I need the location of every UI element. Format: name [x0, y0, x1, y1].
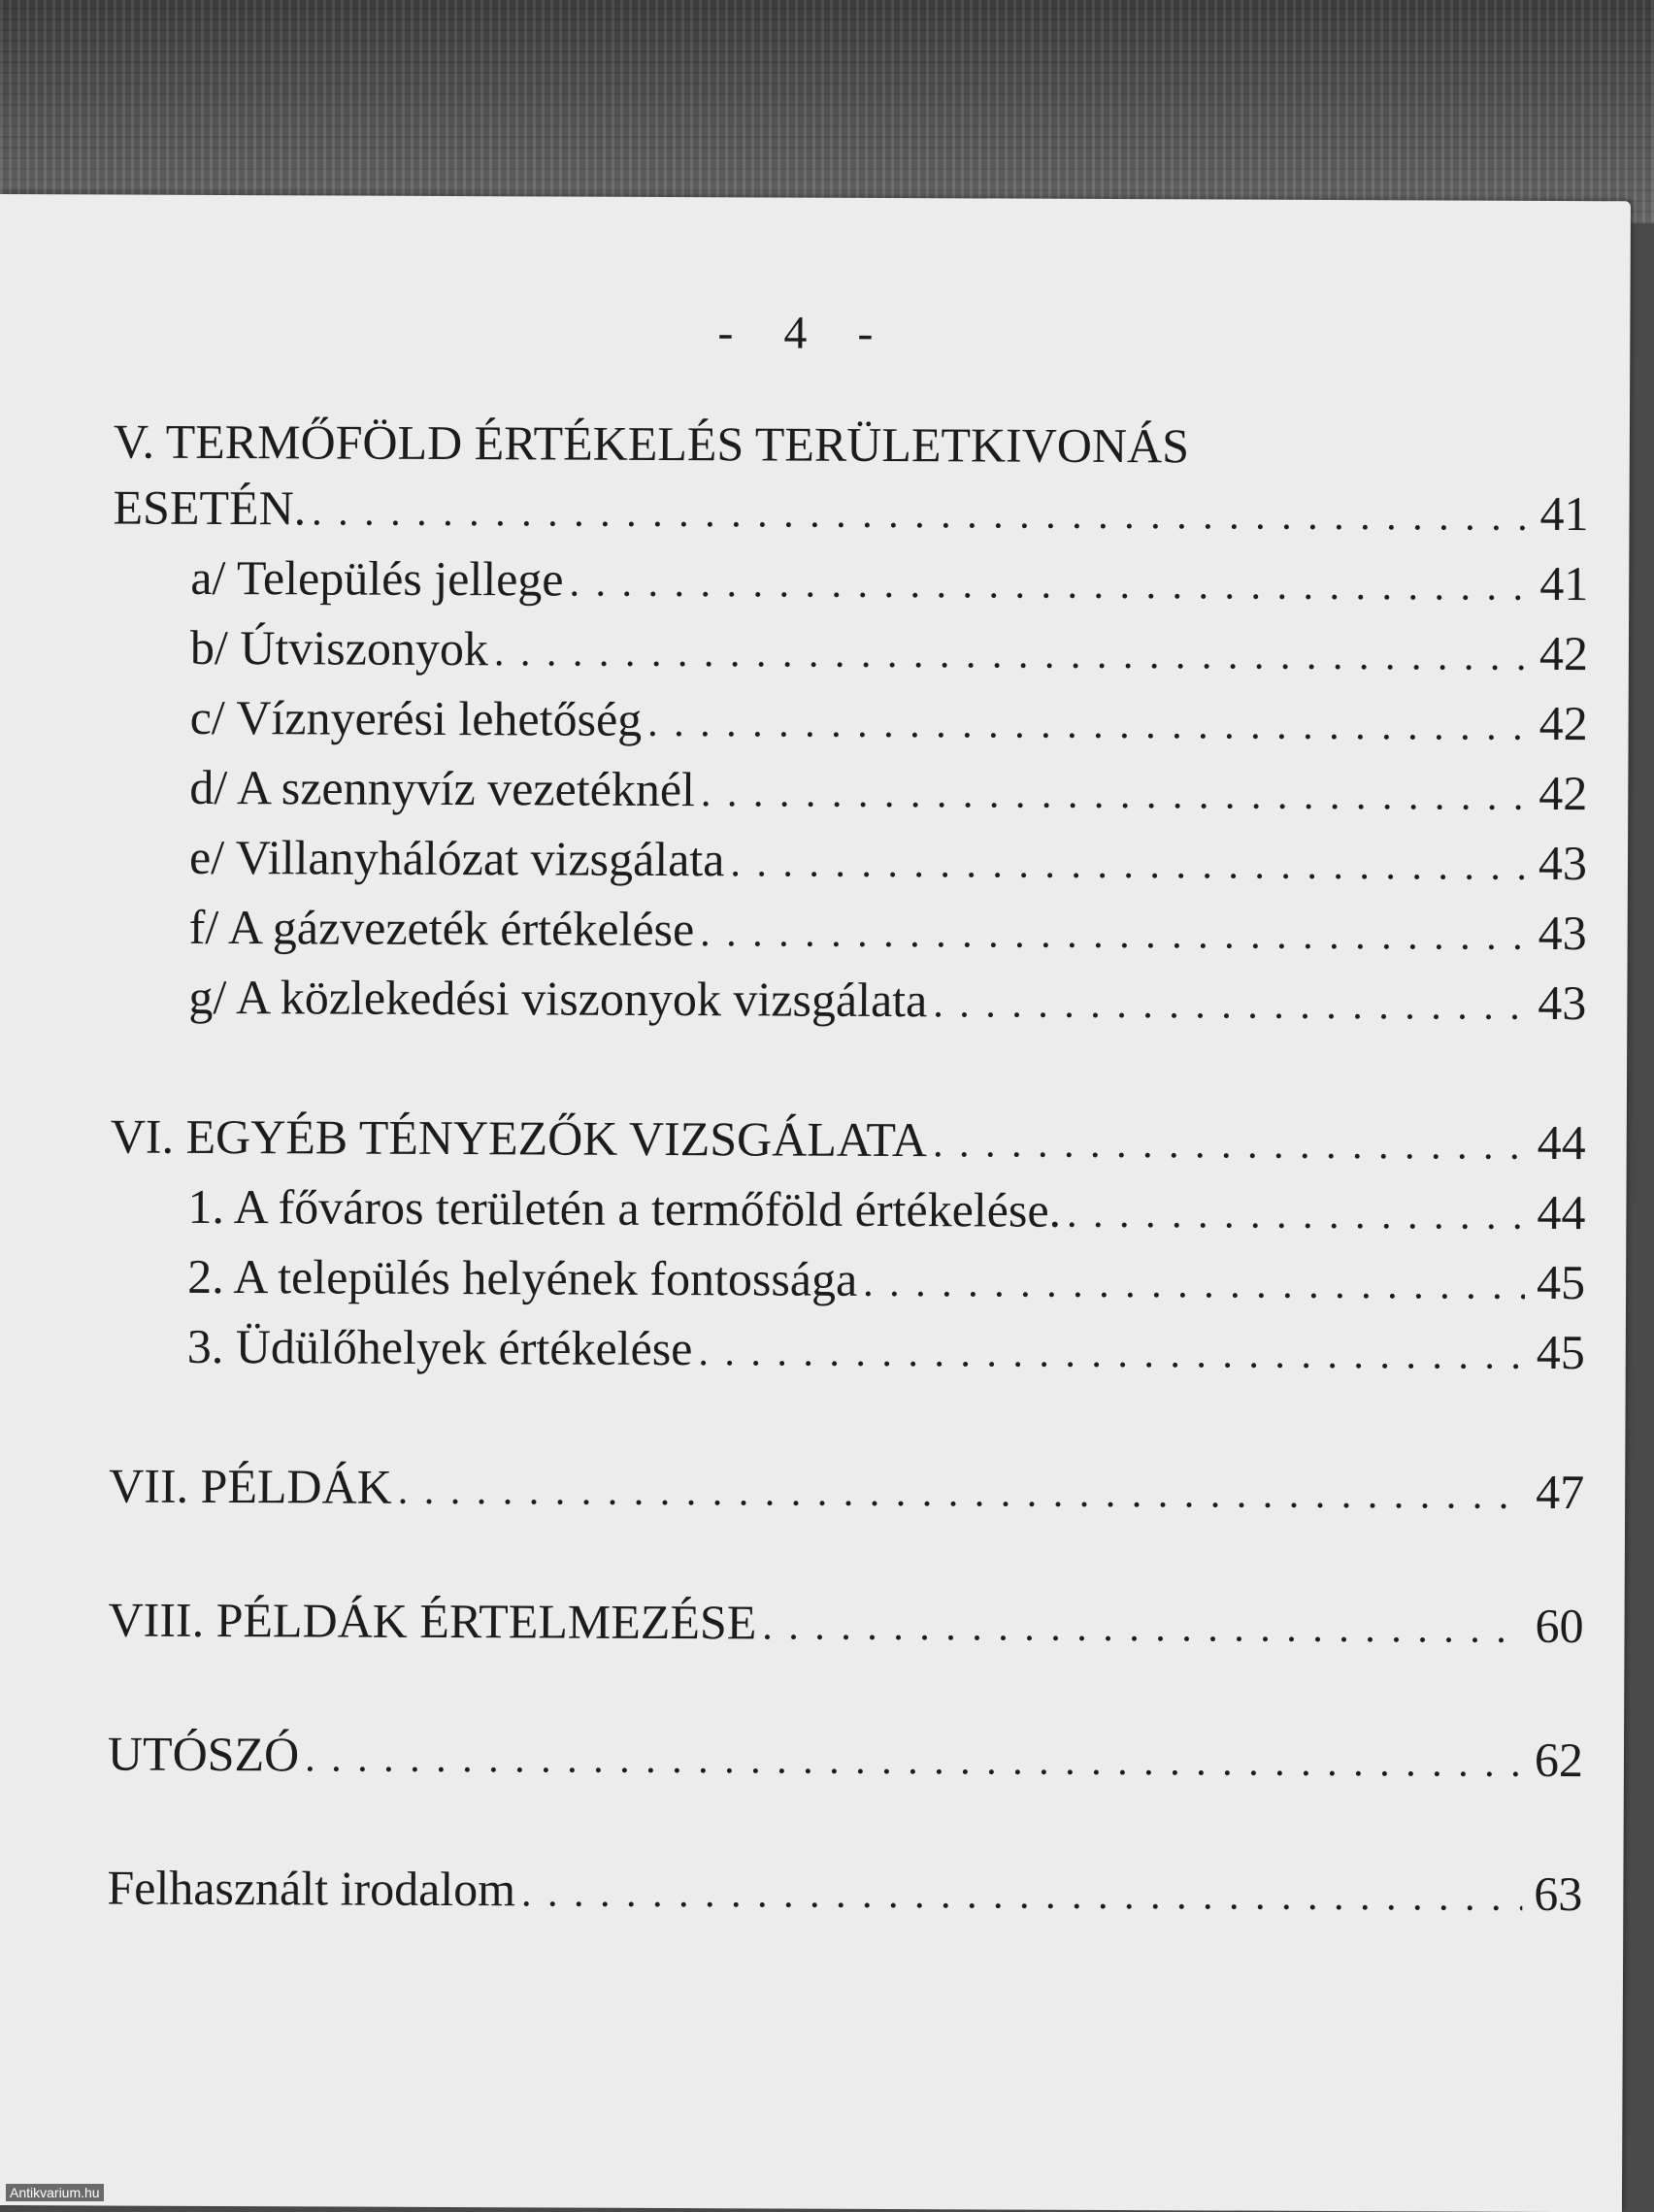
- toc-entry-viii: [108, 1587, 1583, 1664]
- dot-leader: [933, 1110, 1526, 1179]
- toc-entry-label: e/ Villanyhálózat vizsgálata: [188, 829, 725, 887]
- toc-entry-v-g: [111, 964, 1586, 1040]
- toc-entry-label: b/ Útviszonyok: [189, 619, 489, 677]
- toc-page-number: 47: [1536, 1464, 1585, 1520]
- toc-heading-v-line2: ESETÉN.: [113, 479, 307, 536]
- toc-entry-label: 1. A főváros területén a termőföld értékelése.: [187, 1178, 1062, 1238]
- dot-leader: [700, 900, 1527, 970]
- toc-entry-v-d: [112, 754, 1587, 831]
- dot-leader: [762, 1593, 1524, 1662]
- toc-heading-vi: VI. EGYÉB TÉNYEZŐK VIZSGÁLATA: [110, 1108, 928, 1168]
- toc-page-number: 43: [1538, 835, 1588, 891]
- toc-entry-label: a/ Település jellege: [190, 549, 564, 607]
- dot-leader: [698, 1319, 1525, 1389]
- dot-leader: [494, 619, 1528, 690]
- toc-entry-vi: [111, 1104, 1586, 1180]
- toc-page-number: 43: [1538, 905, 1587, 961]
- toc-heading-irodalom: Felhasznált irodalom: [107, 1860, 516, 1917]
- toc-entry-label: c/ Víznyerési lehetőség: [189, 689, 643, 746]
- toc-page-number: 42: [1538, 625, 1589, 681]
- section-gap: [108, 1657, 1583, 1728]
- dot-leader: [730, 830, 1527, 900]
- toc-entry-v-f: [112, 894, 1587, 971]
- toc-entry-irodalom: [107, 1854, 1582, 1931]
- table-of-contents: [107, 409, 1589, 1931]
- toc-heading-v-line1: V. TERMŐFÖLD ÉRTÉKELÉS TERÜLETKIVONÁS: [113, 413, 1190, 474]
- toc-page-number: 45: [1536, 1324, 1585, 1380]
- toc-entry-label: g/ A közlekedési viszonyok vizsgálata: [188, 969, 928, 1028]
- toc-entry-utoszo: [108, 1720, 1583, 1797]
- table-surface-background: [0, 0, 1654, 223]
- toc-page-number: 45: [1537, 1254, 1586, 1310]
- toc-page-number: 60: [1535, 1598, 1584, 1654]
- toc-entry-label: f/ A gázvezeték értékelése: [188, 899, 695, 957]
- dot-leader: [398, 1458, 1525, 1529]
- section-gap: [109, 1523, 1584, 1594]
- toc-page-number: 41: [1539, 555, 1589, 611]
- toc-entry-label: d/ A szennyvíz vezetéknél: [189, 759, 696, 817]
- dot-leader: [312, 479, 1529, 549]
- toc-page-number: 43: [1538, 974, 1587, 1031]
- section-gap: [109, 1383, 1584, 1460]
- dot-leader: [647, 690, 1528, 760]
- dot-leader: [701, 760, 1528, 830]
- book-page: [0, 194, 1631, 2212]
- toc-heading-vii: VII. PÉLDÁK: [109, 1458, 392, 1514]
- dot-leader: [933, 971, 1526, 1040]
- section-gap: [108, 1790, 1583, 1861]
- toc-entry-v: [113, 475, 1588, 551]
- toc-page-number: 42: [1538, 765, 1588, 821]
- toc-heading-viii: VIII. PÉLDÁK ÉRTELMEZÉSE: [108, 1592, 757, 1650]
- section-gap: [111, 1034, 1586, 1110]
- dot-leader: [521, 1860, 1523, 1930]
- toc-entry-v-c: [112, 684, 1587, 761]
- toc-entry-vi-1: [110, 1173, 1585, 1250]
- toc-entry-label: 3. Üdülőhelyek értékelése: [186, 1318, 693, 1376]
- toc-entry-v-e: [112, 824, 1587, 901]
- toc-entry-vii: [109, 1453, 1584, 1530]
- dot-leader: [1067, 1181, 1526, 1249]
- dot-leader: [305, 1725, 1523, 1796]
- toc-page-number: 44: [1537, 1114, 1586, 1171]
- dot-leader: [863, 1250, 1525, 1319]
- toc-heading-utoszo: UTÓSZÓ: [107, 1726, 300, 1782]
- toc-page-number: 62: [1534, 1732, 1584, 1788]
- toc-entry-vi-3: [110, 1313, 1585, 1390]
- toc-page-number: 42: [1538, 695, 1588, 751]
- toc-page-number: 41: [1539, 485, 1589, 542]
- watermark: Antikvarium.hu: [6, 2184, 104, 2201]
- toc-entry-vi-2: [110, 1243, 1585, 1320]
- toc-entry-v-b: [113, 614, 1588, 691]
- toc-page-number: 44: [1537, 1184, 1586, 1240]
- page-number: - 4 -: [717, 307, 893, 360]
- dot-leader: [569, 550, 1528, 620]
- toc-entry-label: 2. A település helyének fontossága: [187, 1248, 858, 1306]
- toc-page-number: 63: [1534, 1865, 1583, 1922]
- toc-entry-v-a: [113, 545, 1588, 621]
